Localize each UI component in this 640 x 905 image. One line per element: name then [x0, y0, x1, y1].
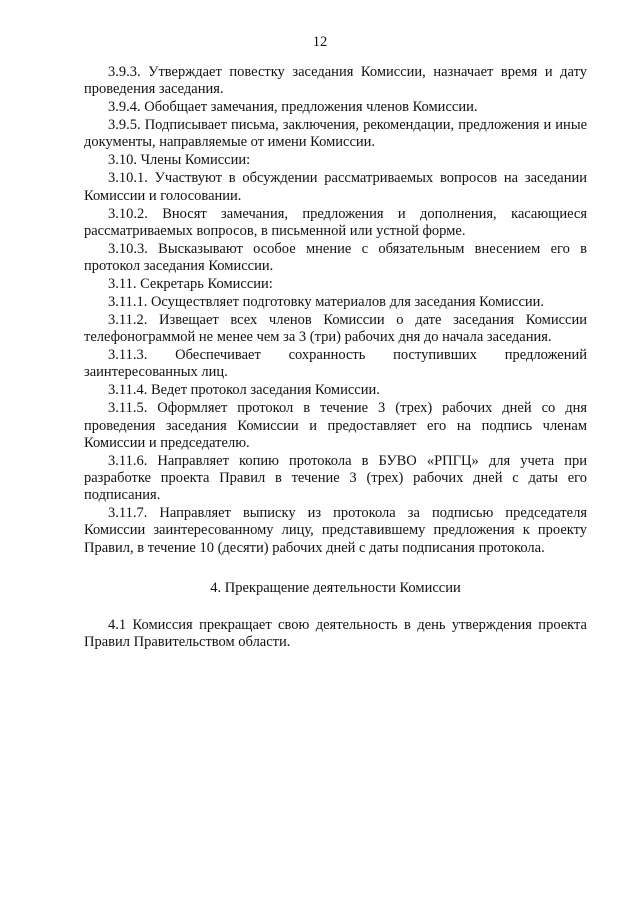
paragraph-3-11-4: 3.11.4. Ведет протокол заседания Комиссии. [108, 382, 380, 399]
paragraph-3-10-3: 3.10.3. Высказывают особое мнение с обязательным внесением его в протокол заседания Комиссии. [84, 240, 587, 275]
paragraph-3-10: 3.10. Члены Комиссии: [108, 152, 251, 169]
page-number: 12 [312, 34, 328, 50]
paragraph-3-10-1: 3.10.1. Участвуют в обсуждении рассматриваемых вопросов на заседании Комиссии и голосовании. [84, 170, 587, 204]
document-body [84, 64, 587, 651]
paragraph-4-1: 4.1 Комиссия прекращает свою деятельность в день утверждения проекта Правил Правительством области. [84, 617, 587, 651]
paragraph-3-11: 3.11. Секретарь Комиссии: [108, 276, 273, 293]
paragraph-3-11-6: 3.11.6. Направляет копию протокола в БУВО «РПГЦ» для учета при разработке проекта Правил в течение 3 (трех) рабочих дней с даты его подписания. [84, 452, 587, 504]
paragraph-3-9-5: 3.9.5. Подписывает письма, заключения, рекомендации, предложения и иные документы, направляемые от имени Комиссии. [84, 117, 587, 151]
paragraph-3-11-1: 3.11.1. Осуществляет подготовку материалов для заседания Комиссии. [108, 294, 545, 311]
paragraph-3-11-5: 3.11.5. Оформляет протокол в течение 3 (трех) рабочих дней со дня проведения заседания Комиссии и предоставляет его на подпись членам Комиссии и председателю. [84, 400, 587, 451]
paragraph-3-11-7: 3.11.7. Направляет выписку из протокола за подписью председателя Комиссии заинтересованному лицу, представившему предложения к проекту Правил, в течение 10 (десяти) рабочих дней с даты подписания протокола. [84, 505, 587, 556]
paragraph-3-9-3: 3.9.3. Утверждает повестку заседания Комиссии, назначает время и дату проведения заседания. [84, 64, 587, 98]
section-heading: 4. Прекращение деятельности Комиссии [210, 579, 461, 596]
paragraph-3-11-2: 3.11.2. Извещает всех членов Комиссии о дате заседания Комиссии телефонограммой не менее чем за 3 (три) рабочих дня до начала заседания. [84, 312, 587, 346]
paragraph-3-10-2: 3.10.2. Вносят замечания, предложения и дополнения, касающиеся рассматриваемых вопросов, в письменной или устной форме. [84, 205, 587, 239]
paragraph-3-9-4: 3.9.4. Обобщает замечания, предложения членов Комиссии. [108, 99, 478, 116]
paragraph-3-11-3: 3.11.3. Обеспечивает сохранность поступивших предложений заинтересованных лиц. [84, 347, 587, 381]
